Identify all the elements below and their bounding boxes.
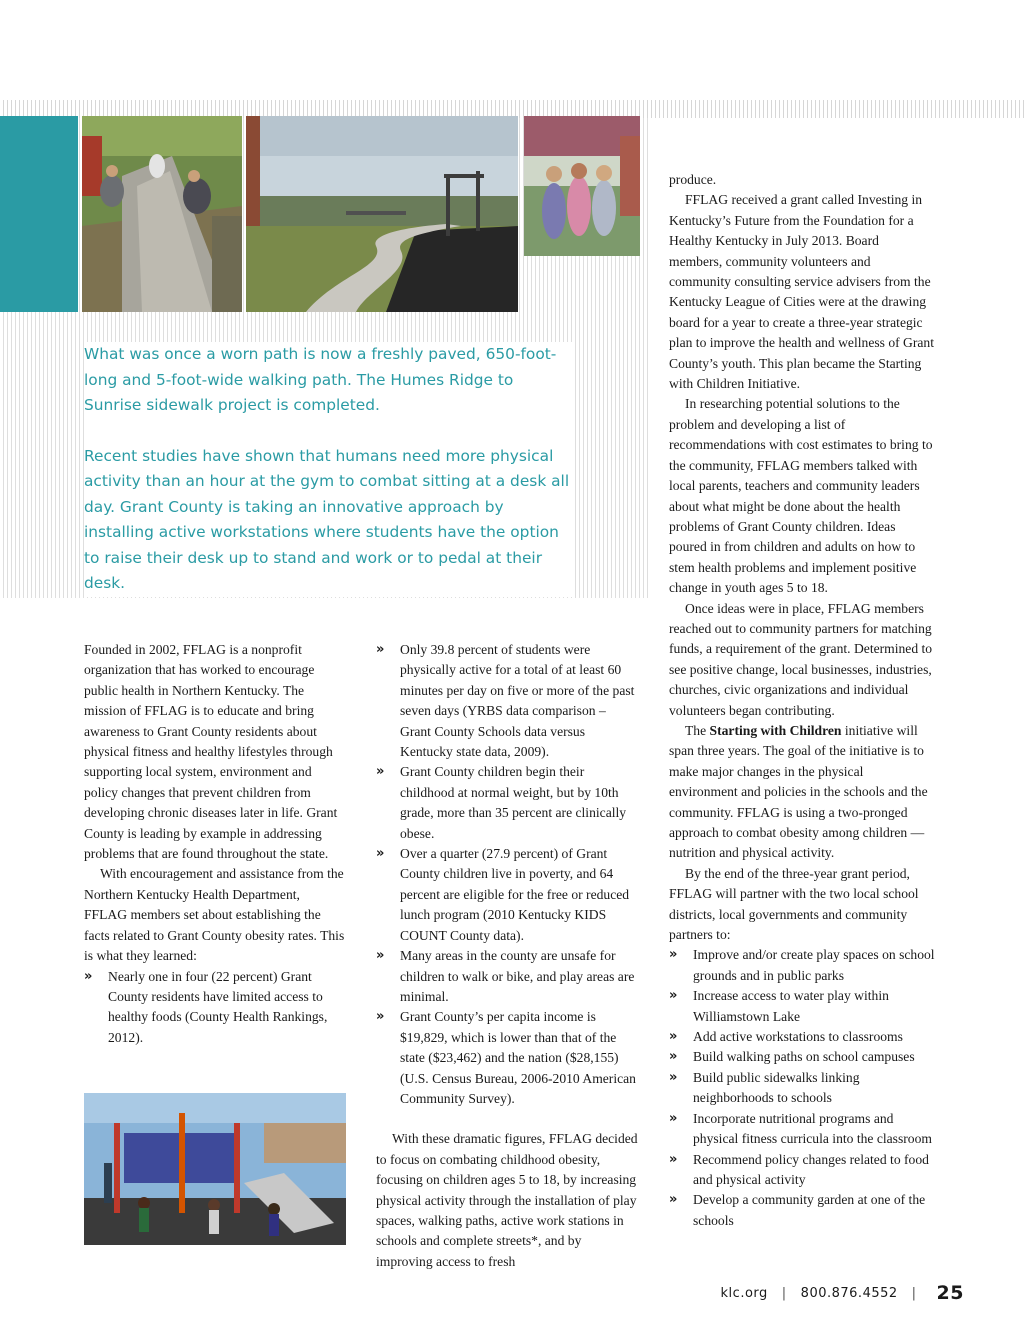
bullet-mark-icon: » [669,1069,678,1085]
initiative-name: Starting with Children [709,722,842,738]
col1-bullet-list [84,967,346,1049]
photo-workers-paving [82,116,242,312]
footer-separator: | [911,1285,917,1301]
col2-paragraph-1: With these dramatic figures, FFLAG decided to focus on combating childhood obesity, focusing on children ages 5 to 18, by increasing physical activity through the installation of play spaces, walking paths, active work stations in schools and complete streets*, and by improving access to fresh [376,1131,638,1269]
teal-accent-block [0,116,78,312]
article-column-3 [669,170,935,1231]
col3-bullet-list [669,945,935,1231]
col3-paragraph-4: The Starting with Children initiative will span three years. The goal of the initiative is to make major changes in the physical environment and policies in the schools and the community. FFLAG is using a two-pronged approach to combat obesity among children — nutrition and physical activity. [669,722,928,861]
list-item: » Many areas in the county are unsafe for children to walk or bike, and play areas are minimal. [376,948,635,1004]
list-item: » Grant County’s per capita income is $19,829, which is lower than that of the state ($23,462) and the nation ($28,155) (U.S. Census Bureau, 2006-2010 American Community Survey). [376,1009,636,1106]
caption-paragraph-2: Recent studies have shown that humans need more physical activity than an hour at the gym to combat sitting at a desk all day. Grant County is taking an innovative approach by installing active workstations where students have the option to raise their desk up to stand and work or to pedal at their desk. [84,446,570,592]
list-item: » Develop a community garden at one of the schools [669,1192,926,1228]
col3-paragraph-0: produce. [669,172,717,187]
photo-children-hugging [524,116,640,256]
col2-bullet-list [376,640,638,1109]
photo-caption [84,342,574,597]
bullet-mark-icon: » [669,1151,678,1167]
bullet-mark-icon: » [669,1110,678,1126]
list-item: » Build public sidewalks linking neighborhoods to schools [669,1069,860,1106]
list-item: » Recommend policy changes related to food and physical activity [669,1151,929,1187]
bullet-mark-icon: » [669,1049,678,1065]
list-item: » Only 39.8 percent of students were physically active for a total of at least 60 minutes per day on five or more of the past seven days (YRBS data comparison – Grant County Schools data versus Kentucky state data, 2009). [376,642,635,760]
bullet-mark-icon: » [376,948,385,964]
list-item: » Nearly one in four (22 percent) Grant County residents have limited access to healthy foods (County Health Rankings, 2012). [84,968,328,1045]
bullet-mark-icon: » [669,1192,678,1208]
col3-paragraph-5: By the end of the three-year grant period, FFLAG will partner with the two local school districts, local governments and community partners to: [669,865,919,943]
bullet-mark-icon: » [376,764,385,780]
article-column-1 [84,640,346,1048]
bullet-mark-icon: » [376,642,385,657]
list-item: » Build walking paths on school campuses [669,1047,935,1067]
col3-paragraph-3: Once ideas were in place, FFLAG members reached out to community partners for matching funds, a requirement of the grant. Determined to see positive change, local businesses, industries, churches, civic organizations and individual volunteers began contributing. [669,600,933,718]
bullet-mark-icon: » [669,1029,678,1045]
list-item: » Grant County children begin their childhood at normal weight, but by 10th grade, more than 35 percent are clinically obese. [376,764,627,841]
list-item: » Increase access to water play within Williamstown Lake [669,988,889,1024]
bullet-mark-icon: » [376,846,385,862]
photo-playground [84,1093,346,1245]
footer-separator: | [781,1285,787,1301]
list-item: » Over a quarter (27.9 percent) of Grant County children live in poverty, and 64 percent are eligible for the free or reduced lunch program (2010 Kentucky KIDS COUNT County data). [376,846,630,943]
footer-website-link[interactable]: klc.org [720,1285,768,1301]
photo-walking-path [246,116,518,312]
col3-paragraph-1: FFLAG received a grant called Investing in Kentucky’s Future from the Foundation for a Healthy Kentucky in July 2013. Board members, community volunteers and community consulting service advisers from the Kentucky League of Cities were at the drawing board for a year to create a three-year strategic plan to improve the health and wellness of Grant County’s youth. This plan became the Starting with Children Initiative. [669,192,935,392]
col3-paragraph-2: In researching potential solutions to the problem and developing a list of recommendations with cost estimates to bring to the community, FFLAG members talked with local parents, teachers and community leaders about what might be done about the health problems of Grant County children. Ideas poured in from children and adults on how to stem health problems and implement positive change in youth ages 5 to 18. [669,396,933,596]
page-number: 25 [936,1282,964,1304]
bullet-mark-icon: » [669,988,678,1004]
caption-paragraph-1: What was once a worn path is now a freshly paved, 650-foot-long and 5-foot-wide walking path. The Humes Ridge to Sunrise sidewalk project is completed. [84,345,557,414]
list-item: » Add active workstations to classrooms [669,1027,935,1047]
article-column-2 [376,640,638,1272]
bullet-mark-icon: » [669,947,678,963]
page-footer [721,1282,964,1304]
bullet-mark-icon: » [376,1009,385,1025]
col1-paragraph-2: With encouragement and assistance from the Northern Kentucky Health Department, FFLAG members set about establishing the facts related to Grant County obesity rates. This is what they learned: [84,866,345,964]
col1-paragraph-1: Founded in 2002, FFLAG is a nonprofit organization that has worked to encourage public health in Northern Kentucky. The mission of FFLAG is to educate and bring awareness to Grant County residents about physical fitness and healthy lifestyles through supporting local system, environment and policy changes that prevent children from developing chronic diseases later in life. Grant County is leading by example in addressing problems that are found throughout the state. [84,642,338,862]
list-item: » Improve and/or create play spaces on school grounds and in public parks [669,947,935,983]
list-item: » Incorporate nutritional programs and physical fitness curricula into the classroom [669,1110,932,1147]
bullet-mark-icon: » [84,968,93,984]
footer-phone: 800.876.4552 [800,1285,898,1301]
